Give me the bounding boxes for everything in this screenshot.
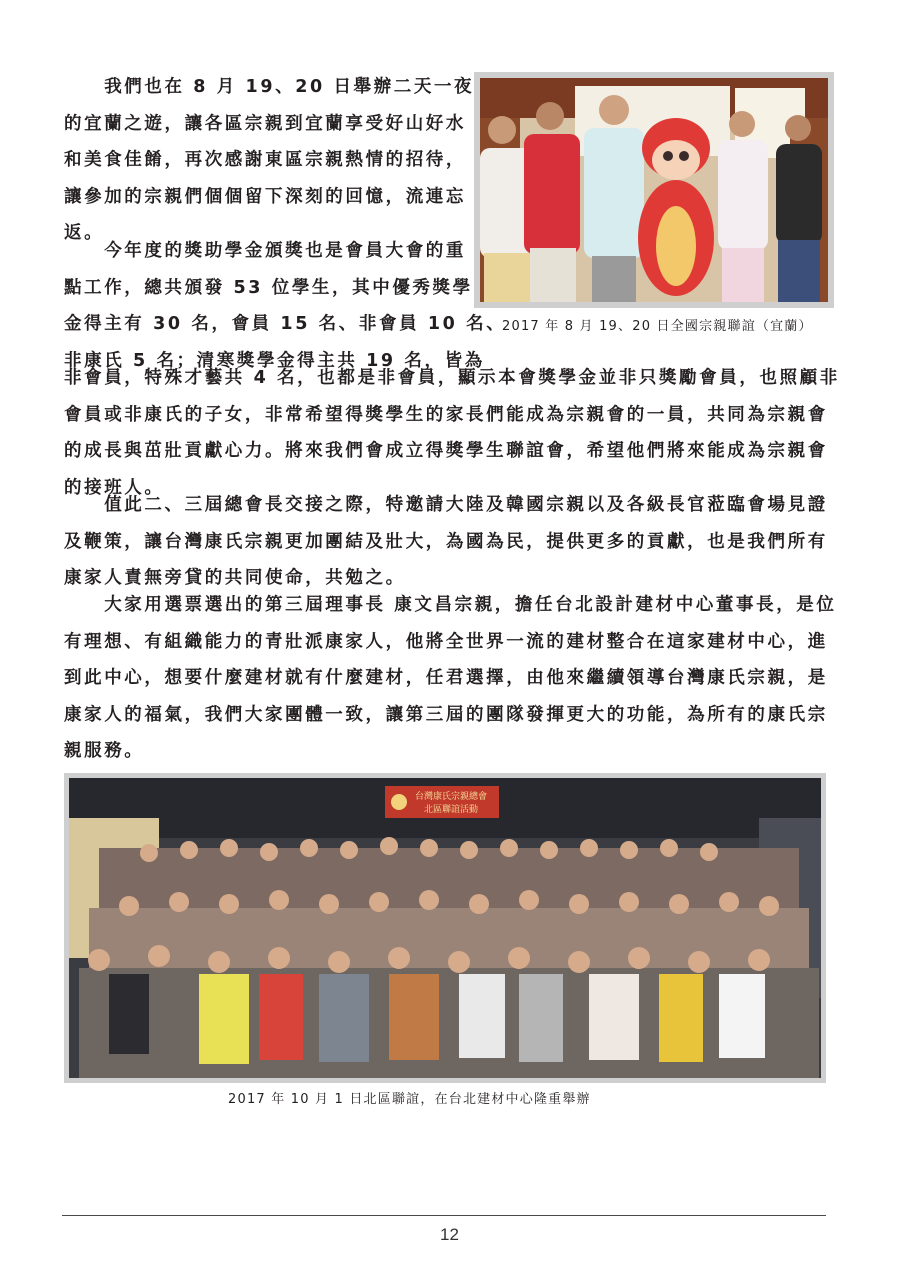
paragraph-leadership-handover <box>64 487 834 597</box>
photo-group-illustration <box>69 778 821 1078</box>
banner-subtitle: 北區聯誼活動 <box>423 805 479 815</box>
text-line: 會員或非康氏的子女，非常希望得獎學生的家長們能成為宗親會的一員，共同為宗親會 <box>64 404 828 425</box>
photo-yilan-caption: 2017 年 8 月 19、20 日全國宗親聯誼（宜蘭） <box>502 319 813 334</box>
text-line: 及鞭策，讓台灣康氏宗親更加團結及壯大，為國為民，提供更多的貢獻，也是我們所有 <box>64 531 828 552</box>
text-line: 和美食佳餚，再次感謝東區宗親熱情的招待， <box>64 150 466 170</box>
text-line: 的宜蘭之遊，讓各區宗親到宜蘭享受好山好水 <box>64 113 466 134</box>
text-line: 的成長與茁壯貢獻心力。將來我們會成立得獎學生聯誼會，希望他們將來能成為宗親會 <box>64 441 828 461</box>
text-line: 康家人的福氣，我們大家團體一致，讓第三屆的團隊發揮更大的功能，為所有的康氏宗 <box>64 704 828 725</box>
text-line: 親服務。 <box>64 741 145 761</box>
text-line: 我們也在 8 月 19、20 日舉辦二天一夜 <box>64 77 475 97</box>
paragraph-scholarship-intro <box>64 233 507 379</box>
photo-group-caption: 2017 年 10 月 1 日北區聯誼，在台北建材中心隆重舉辦 <box>228 1092 591 1107</box>
paragraph-scholarship-details <box>64 360 840 506</box>
text-line: 點工作，總共頒發 53 位學生，其中優秀獎學 <box>64 277 473 298</box>
text-line: 的接班人。 <box>64 477 165 498</box>
text-line: 到此中心，想要什麼建材就有什麼建材，任君選擇，由他來繼續領導台灣康氏宗親，是 <box>64 668 828 688</box>
text-line: 非會員，特殊才藝共 4 名，也都是非會員，顯示本會獎學金並非只獎勵會員，也照顧非 <box>64 368 840 388</box>
photo-group <box>69 778 821 1078</box>
photo-yilan-illustration <box>480 78 828 302</box>
paragraph-new-chairman <box>64 587 837 770</box>
text-line: 讓參加的宗親們個個留下深刻的回憶，流連忘 <box>64 186 466 207</box>
page-number: 12 <box>440 1225 459 1244</box>
text-line: 康家人責無旁貸的共同使命，共勉之。 <box>64 568 406 588</box>
text-line: 有理想、有組織能力的青壯派康家人，他將全世界一流的建材整合在這家建材中心，進 <box>64 631 828 652</box>
text-line: 大家用選票選出的第三屆理事長 康文昌宗親，擔任台北設計建材中心董事長，是位 <box>64 595 837 615</box>
banner-title: 台灣康氏宗親總會 <box>414 792 488 802</box>
text-line: 今年度的獎助學金頒獎也是會員大會的重 <box>64 241 466 261</box>
photo-group-frame <box>64 773 826 1083</box>
photo-yilan-frame <box>474 72 834 308</box>
text-line: 返。 <box>64 223 105 243</box>
crowd <box>79 837 819 1078</box>
text-line: 值此二、三屆總會長交接之際，特邀請大陸及韓國宗親以及各級長官蒞臨會場見證 <box>64 495 828 515</box>
text-line: 非康氏 5 名；清寒獎學金得主共 19 名，皆為 <box>64 350 485 371</box>
paragraph-yilan-trip <box>64 69 475 252</box>
text-line: 金得主有 30 名，會員 15 名、非會員 10 名、 <box>64 314 507 334</box>
footer-rule <box>62 1215 826 1216</box>
photo-yilan <box>480 78 828 302</box>
